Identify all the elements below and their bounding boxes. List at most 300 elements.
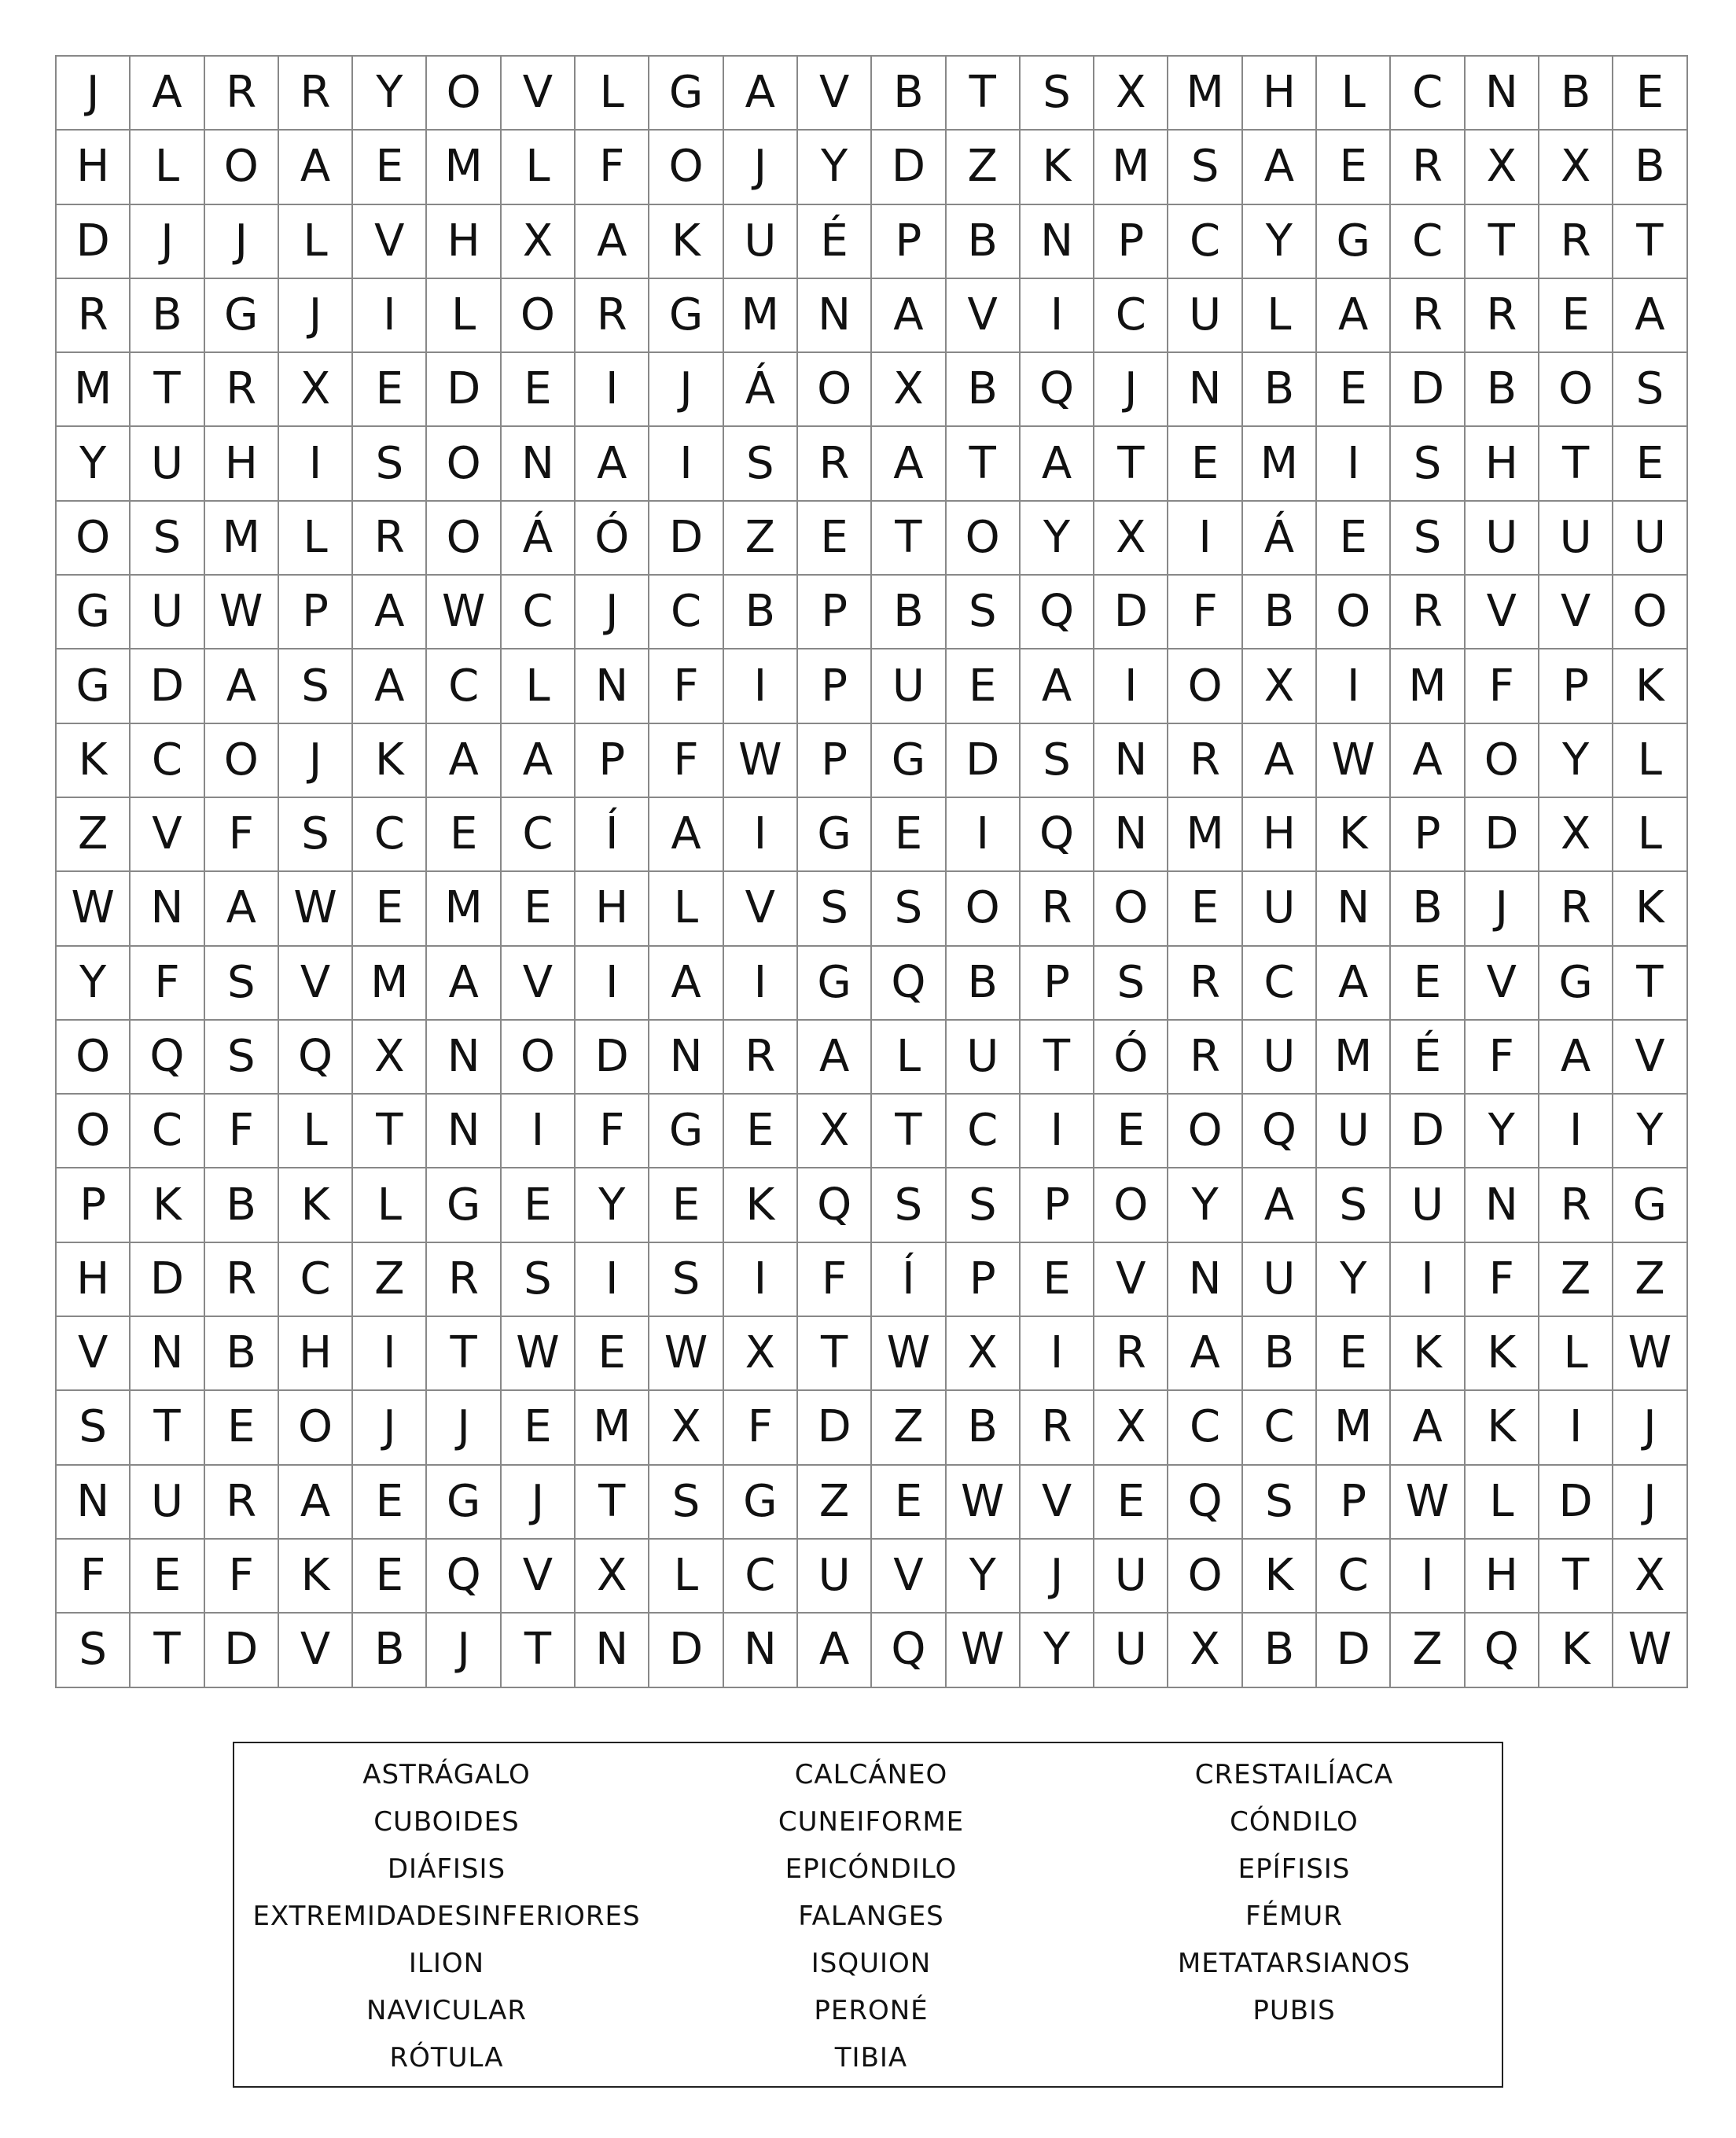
grid-cell[interactable]: T bbox=[502, 1614, 576, 1687]
grid-cell[interactable]: E bbox=[353, 1540, 427, 1614]
grid-cell[interactable]: Q bbox=[872, 947, 946, 1021]
grid-cell[interactable]: O bbox=[1094, 1168, 1168, 1242]
grid-cell[interactable]: G bbox=[649, 1095, 723, 1168]
grid-cell[interactable]: E bbox=[1317, 353, 1391, 427]
grid-cell[interactable]: Y bbox=[1613, 1095, 1687, 1168]
grid-cell[interactable]: W bbox=[1317, 724, 1391, 798]
grid-cell[interactable]: F bbox=[798, 1243, 872, 1317]
grid-cell[interactable]: A bbox=[798, 1614, 872, 1687]
grid-cell[interactable]: A bbox=[798, 1021, 872, 1095]
grid-cell[interactable]: Y bbox=[1021, 1614, 1094, 1687]
grid-cell[interactable]: N bbox=[131, 872, 204, 946]
grid-cell[interactable]: S bbox=[1243, 1466, 1317, 1540]
grid-cell[interactable]: E bbox=[1539, 279, 1613, 353]
grid-cell[interactable]: X bbox=[502, 205, 576, 279]
grid-cell[interactable]: A bbox=[1243, 724, 1317, 798]
grid-cell[interactable]: I bbox=[1168, 502, 1242, 576]
grid-cell[interactable]: K bbox=[1021, 131, 1094, 204]
grid-cell[interactable]: C bbox=[1168, 1391, 1242, 1465]
grid-cell[interactable]: X bbox=[1168, 1614, 1242, 1687]
grid-cell[interactable]: X bbox=[872, 353, 946, 427]
grid-cell[interactable]: E bbox=[1094, 1095, 1168, 1168]
grid-cell[interactable]: T bbox=[427, 1317, 501, 1391]
grid-cell[interactable]: V bbox=[502, 947, 576, 1021]
grid-cell[interactable]: B bbox=[872, 576, 946, 649]
grid-cell[interactable]: R bbox=[1094, 1317, 1168, 1391]
grid-cell[interactable]: A bbox=[649, 798, 723, 872]
grid-cell[interactable]: B bbox=[1243, 353, 1317, 427]
grid-cell[interactable]: V bbox=[57, 1317, 131, 1391]
grid-cell[interactable]: X bbox=[798, 1095, 872, 1168]
grid-cell[interactable]: Í bbox=[872, 1243, 946, 1317]
grid-cell[interactable]: J bbox=[1613, 1466, 1687, 1540]
grid-cell[interactable]: B bbox=[353, 1614, 427, 1687]
grid-cell[interactable]: I bbox=[1021, 1317, 1094, 1391]
grid-cell[interactable]: O bbox=[798, 353, 872, 427]
grid-cell[interactable]: N bbox=[427, 1095, 501, 1168]
grid-cell[interactable]: A bbox=[872, 279, 946, 353]
grid-cell[interactable]: D bbox=[131, 1243, 204, 1317]
grid-cell[interactable]: Y bbox=[798, 131, 872, 204]
grid-cell[interactable]: R bbox=[724, 1021, 798, 1095]
grid-cell[interactable]: R bbox=[57, 279, 131, 353]
grid-cell[interactable]: M bbox=[1168, 798, 1242, 872]
grid-cell[interactable]: S bbox=[205, 1021, 279, 1095]
grid-cell[interactable]: R bbox=[1466, 279, 1539, 353]
grid-cell[interactable]: A bbox=[1021, 427, 1094, 501]
grid-cell[interactable]: Y bbox=[1317, 1243, 1391, 1317]
grid-cell[interactable]: S bbox=[279, 649, 353, 723]
grid-cell[interactable]: N bbox=[502, 427, 576, 501]
grid-cell[interactable]: Q bbox=[798, 1168, 872, 1242]
grid-cell[interactable]: W bbox=[1391, 1466, 1465, 1540]
grid-cell[interactable]: A bbox=[649, 947, 723, 1021]
grid-cell[interactable]: S bbox=[1168, 131, 1242, 204]
grid-cell[interactable]: Ó bbox=[576, 502, 649, 576]
grid-cell[interactable]: U bbox=[1613, 502, 1687, 576]
grid-cell[interactable]: I bbox=[724, 1243, 798, 1317]
grid-cell[interactable]: N bbox=[724, 1614, 798, 1687]
grid-cell[interactable]: E bbox=[502, 1168, 576, 1242]
grid-cell[interactable]: G bbox=[798, 798, 872, 872]
grid-cell[interactable]: V bbox=[798, 57, 872, 131]
grid-cell[interactable]: N bbox=[576, 649, 649, 723]
grid-cell[interactable]: L bbox=[279, 502, 353, 576]
grid-cell[interactable]: Q bbox=[1466, 1614, 1539, 1687]
grid-cell[interactable]: W bbox=[947, 1466, 1021, 1540]
grid-cell[interactable]: I bbox=[724, 947, 798, 1021]
grid-cell[interactable]: M bbox=[1243, 427, 1317, 501]
grid-cell[interactable]: F bbox=[1168, 576, 1242, 649]
grid-cell[interactable]: Q bbox=[1021, 576, 1094, 649]
grid-cell[interactable]: A bbox=[205, 649, 279, 723]
grid-cell[interactable]: L bbox=[279, 1095, 353, 1168]
grid-cell[interactable]: I bbox=[724, 649, 798, 723]
grid-cell[interactable]: T bbox=[1539, 427, 1613, 501]
grid-cell[interactable]: D bbox=[947, 724, 1021, 798]
grid-cell[interactable]: V bbox=[502, 1540, 576, 1614]
grid-cell[interactable]: L bbox=[1613, 798, 1687, 872]
grid-cell[interactable]: N bbox=[1466, 1168, 1539, 1242]
grid-cell[interactable]: A bbox=[576, 427, 649, 501]
grid-cell[interactable]: B bbox=[1539, 57, 1613, 131]
grid-cell[interactable]: K bbox=[1466, 1317, 1539, 1391]
grid-cell[interactable]: C bbox=[1094, 279, 1168, 353]
grid-cell[interactable]: T bbox=[1094, 427, 1168, 501]
grid-cell[interactable]: O bbox=[57, 1021, 131, 1095]
grid-cell[interactable]: B bbox=[724, 576, 798, 649]
grid-cell[interactable]: I bbox=[502, 1095, 576, 1168]
grid-cell[interactable]: F bbox=[205, 1095, 279, 1168]
grid-cell[interactable]: X bbox=[1466, 131, 1539, 204]
grid-cell[interactable]: T bbox=[947, 427, 1021, 501]
grid-cell[interactable]: C bbox=[1391, 57, 1465, 131]
grid-cell[interactable]: C bbox=[131, 1095, 204, 1168]
grid-cell[interactable]: I bbox=[1391, 1540, 1465, 1614]
grid-cell[interactable]: R bbox=[1539, 872, 1613, 946]
grid-cell[interactable]: G bbox=[427, 1466, 501, 1540]
grid-cell[interactable]: R bbox=[205, 1466, 279, 1540]
grid-cell[interactable]: F bbox=[57, 1540, 131, 1614]
grid-cell[interactable]: C bbox=[1391, 205, 1465, 279]
grid-cell[interactable]: R bbox=[1168, 724, 1242, 798]
grid-cell[interactable]: A bbox=[724, 57, 798, 131]
grid-cell[interactable]: P bbox=[279, 576, 353, 649]
grid-cell[interactable]: S bbox=[1391, 502, 1465, 576]
grid-cell[interactable]: A bbox=[1613, 279, 1687, 353]
grid-cell[interactable]: S bbox=[947, 1168, 1021, 1242]
grid-cell[interactable]: Á bbox=[502, 502, 576, 576]
grid-cell[interactable]: V bbox=[353, 205, 427, 279]
grid-cell[interactable]: O bbox=[1094, 872, 1168, 946]
grid-cell[interactable]: I bbox=[353, 279, 427, 353]
grid-cell[interactable]: D bbox=[1466, 798, 1539, 872]
grid-cell[interactable]: K bbox=[279, 1540, 353, 1614]
grid-cell[interactable]: F bbox=[576, 131, 649, 204]
grid-cell[interactable]: L bbox=[872, 1021, 946, 1095]
grid-cell[interactable]: R bbox=[205, 353, 279, 427]
grid-cell[interactable]: K bbox=[279, 1168, 353, 1242]
grid-cell[interactable]: Q bbox=[1021, 798, 1094, 872]
grid-cell[interactable]: E bbox=[502, 353, 576, 427]
grid-cell[interactable]: A bbox=[279, 1466, 353, 1540]
grid-cell[interactable]: J bbox=[279, 279, 353, 353]
grid-cell[interactable]: C bbox=[279, 1243, 353, 1317]
grid-cell[interactable]: O bbox=[57, 502, 131, 576]
grid-cell[interactable]: K bbox=[649, 205, 723, 279]
grid-cell[interactable]: U bbox=[872, 649, 946, 723]
grid-cell[interactable]: S bbox=[353, 427, 427, 501]
grid-cell[interactable]: U bbox=[1466, 502, 1539, 576]
grid-cell[interactable]: M bbox=[353, 947, 427, 1021]
grid-cell[interactable]: G bbox=[649, 57, 723, 131]
grid-cell[interactable]: E bbox=[353, 1466, 427, 1540]
grid-cell[interactable]: Z bbox=[872, 1391, 946, 1465]
grid-cell[interactable]: X bbox=[1243, 649, 1317, 723]
grid-cell[interactable]: O bbox=[1168, 1540, 1242, 1614]
grid-cell[interactable]: D bbox=[1539, 1466, 1613, 1540]
grid-cell[interactable]: O bbox=[947, 502, 1021, 576]
grid-cell[interactable]: Z bbox=[57, 798, 131, 872]
grid-cell[interactable]: I bbox=[1094, 649, 1168, 723]
grid-cell[interactable]: V bbox=[131, 798, 204, 872]
grid-cell[interactable]: B bbox=[947, 353, 1021, 427]
grid-cell[interactable]: H bbox=[1243, 57, 1317, 131]
grid-cell[interactable]: Q bbox=[131, 1021, 204, 1095]
grid-cell[interactable]: N bbox=[1466, 57, 1539, 131]
grid-cell[interactable]: B bbox=[131, 279, 204, 353]
grid-cell[interactable]: W bbox=[947, 1614, 1021, 1687]
grid-cell[interactable]: J bbox=[131, 205, 204, 279]
grid-cell[interactable]: S bbox=[131, 502, 204, 576]
grid-cell[interactable]: X bbox=[353, 1021, 427, 1095]
grid-cell[interactable]: A bbox=[1243, 1168, 1317, 1242]
grid-cell[interactable]: E bbox=[1391, 947, 1465, 1021]
grid-cell[interactable]: S bbox=[1391, 427, 1465, 501]
grid-cell[interactable]: U bbox=[1243, 872, 1317, 946]
grid-cell[interactable]: O bbox=[205, 724, 279, 798]
grid-cell[interactable]: S bbox=[649, 1466, 723, 1540]
grid-cell[interactable]: E bbox=[1168, 872, 1242, 946]
grid-cell[interactable]: F bbox=[1466, 1021, 1539, 1095]
grid-cell[interactable]: U bbox=[1317, 1095, 1391, 1168]
grid-cell[interactable]: S bbox=[1613, 353, 1687, 427]
grid-cell[interactable]: I bbox=[1539, 1391, 1613, 1465]
grid-cell[interactable]: P bbox=[1094, 205, 1168, 279]
grid-cell[interactable]: S bbox=[798, 872, 872, 946]
grid-cell[interactable]: H bbox=[576, 872, 649, 946]
grid-cell[interactable]: F bbox=[1466, 1243, 1539, 1317]
grid-cell[interactable]: O bbox=[205, 131, 279, 204]
grid-cell[interactable]: D bbox=[872, 131, 946, 204]
grid-cell[interactable]: R bbox=[1168, 947, 1242, 1021]
grid-cell[interactable]: P bbox=[576, 724, 649, 798]
grid-cell[interactable]: J bbox=[427, 1614, 501, 1687]
grid-cell[interactable]: X bbox=[1094, 57, 1168, 131]
grid-cell[interactable]: M bbox=[57, 353, 131, 427]
grid-cell[interactable]: A bbox=[1168, 1317, 1242, 1391]
grid-cell[interactable]: B bbox=[1391, 872, 1465, 946]
grid-cell[interactable]: M bbox=[1168, 57, 1242, 131]
grid-cell[interactable]: U bbox=[1243, 1243, 1317, 1317]
grid-cell[interactable]: C bbox=[947, 1095, 1021, 1168]
grid-cell[interactable]: F bbox=[576, 1095, 649, 1168]
grid-cell[interactable]: P bbox=[798, 649, 872, 723]
grid-cell[interactable]: E bbox=[353, 131, 427, 204]
grid-cell[interactable]: N bbox=[131, 1317, 204, 1391]
grid-cell[interactable]: O bbox=[947, 872, 1021, 946]
grid-cell[interactable]: P bbox=[1021, 947, 1094, 1021]
grid-cell[interactable]: X bbox=[1094, 502, 1168, 576]
grid-cell[interactable]: T bbox=[131, 353, 204, 427]
grid-cell[interactable]: V bbox=[1021, 1466, 1094, 1540]
grid-cell[interactable]: T bbox=[872, 502, 946, 576]
grid-cell[interactable]: S bbox=[57, 1614, 131, 1687]
grid-cell[interactable]: U bbox=[724, 205, 798, 279]
grid-cell[interactable]: D bbox=[649, 502, 723, 576]
grid-cell[interactable]: C bbox=[131, 724, 204, 798]
grid-cell[interactable]: X bbox=[1094, 1391, 1168, 1465]
grid-cell[interactable]: G bbox=[427, 1168, 501, 1242]
grid-cell[interactable]: B bbox=[205, 1317, 279, 1391]
grid-cell[interactable]: H bbox=[57, 131, 131, 204]
grid-cell[interactable]: O bbox=[279, 1391, 353, 1465]
grid-cell[interactable]: O bbox=[1317, 576, 1391, 649]
grid-cell[interactable]: Z bbox=[724, 502, 798, 576]
grid-cell[interactable]: O bbox=[1539, 353, 1613, 427]
grid-cell[interactable]: U bbox=[947, 1021, 1021, 1095]
grid-cell[interactable]: I bbox=[724, 798, 798, 872]
grid-cell[interactable]: S bbox=[872, 1168, 946, 1242]
grid-cell[interactable]: W bbox=[649, 1317, 723, 1391]
grid-cell[interactable]: P bbox=[1391, 798, 1465, 872]
grid-cell[interactable]: M bbox=[1317, 1391, 1391, 1465]
grid-cell[interactable]: B bbox=[872, 57, 946, 131]
grid-cell[interactable]: O bbox=[427, 57, 501, 131]
grid-cell[interactable]: C bbox=[353, 798, 427, 872]
grid-cell[interactable]: C bbox=[649, 576, 723, 649]
grid-cell[interactable]: U bbox=[1168, 279, 1242, 353]
grid-cell[interactable]: A bbox=[427, 724, 501, 798]
grid-cell[interactable]: D bbox=[1094, 576, 1168, 649]
grid-cell[interactable]: I bbox=[1317, 427, 1391, 501]
grid-cell[interactable]: G bbox=[724, 1466, 798, 1540]
grid-cell[interactable]: J bbox=[353, 1391, 427, 1465]
grid-cell[interactable]: K bbox=[1613, 649, 1687, 723]
grid-cell[interactable]: V bbox=[279, 947, 353, 1021]
grid-cell[interactable]: I bbox=[353, 1317, 427, 1391]
grid-cell[interactable]: W bbox=[57, 872, 131, 946]
grid-cell[interactable]: L bbox=[279, 205, 353, 279]
grid-cell[interactable]: A bbox=[1391, 1391, 1465, 1465]
grid-cell[interactable]: X bbox=[1539, 131, 1613, 204]
grid-cell[interactable]: C bbox=[1243, 1391, 1317, 1465]
grid-cell[interactable]: F bbox=[649, 724, 723, 798]
grid-cell[interactable]: E bbox=[353, 872, 427, 946]
grid-cell[interactable]: X bbox=[947, 1317, 1021, 1391]
grid-cell[interactable]: V bbox=[502, 57, 576, 131]
grid-cell[interactable]: N bbox=[1317, 872, 1391, 946]
grid-cell[interactable]: E bbox=[131, 1540, 204, 1614]
grid-cell[interactable]: Y bbox=[57, 947, 131, 1021]
grid-cell[interactable]: G bbox=[1613, 1168, 1687, 1242]
grid-cell[interactable]: N bbox=[649, 1021, 723, 1095]
grid-cell[interactable]: Á bbox=[724, 353, 798, 427]
grid-cell[interactable]: E bbox=[1613, 57, 1687, 131]
grid-cell[interactable]: F bbox=[205, 798, 279, 872]
grid-cell[interactable]: X bbox=[649, 1391, 723, 1465]
grid-cell[interactable]: B bbox=[1466, 353, 1539, 427]
grid-cell[interactable]: R bbox=[798, 427, 872, 501]
grid-cell[interactable]: U bbox=[131, 1466, 204, 1540]
grid-cell[interactable]: L bbox=[353, 1168, 427, 1242]
grid-cell[interactable]: P bbox=[872, 205, 946, 279]
grid-cell[interactable]: D bbox=[427, 353, 501, 427]
grid-cell[interactable]: Y bbox=[576, 1168, 649, 1242]
grid-cell[interactable]: M bbox=[1391, 649, 1465, 723]
grid-cell[interactable]: I bbox=[649, 427, 723, 501]
grid-cell[interactable]: J bbox=[279, 724, 353, 798]
grid-cell[interactable]: T bbox=[576, 1466, 649, 1540]
grid-cell[interactable]: D bbox=[131, 649, 204, 723]
grid-cell[interactable]: W bbox=[1613, 1317, 1687, 1391]
grid-cell[interactable]: A bbox=[1021, 649, 1094, 723]
grid-cell[interactable]: D bbox=[576, 1021, 649, 1095]
grid-cell[interactable]: W bbox=[279, 872, 353, 946]
grid-cell[interactable]: J bbox=[1094, 353, 1168, 427]
grid-cell[interactable]: J bbox=[724, 131, 798, 204]
grid-cell[interactable]: T bbox=[353, 1095, 427, 1168]
grid-cell[interactable]: Q bbox=[427, 1540, 501, 1614]
grid-cell[interactable]: U bbox=[798, 1540, 872, 1614]
grid-cell[interactable]: W bbox=[205, 576, 279, 649]
grid-cell[interactable]: N bbox=[576, 1614, 649, 1687]
grid-cell[interactable]: N bbox=[1094, 724, 1168, 798]
grid-cell[interactable]: L bbox=[427, 279, 501, 353]
grid-cell[interactable]: É bbox=[798, 205, 872, 279]
grid-cell[interactable]: E bbox=[353, 353, 427, 427]
grid-cell[interactable]: T bbox=[1539, 1540, 1613, 1614]
grid-cell[interactable]: C bbox=[724, 1540, 798, 1614]
grid-cell[interactable]: W bbox=[1613, 1614, 1687, 1687]
grid-cell[interactable]: E bbox=[649, 1168, 723, 1242]
grid-cell[interactable]: I bbox=[576, 1243, 649, 1317]
grid-cell[interactable]: N bbox=[798, 279, 872, 353]
grid-cell[interactable]: J bbox=[57, 57, 131, 131]
grid-cell[interactable]: E bbox=[427, 798, 501, 872]
grid-cell[interactable]: G bbox=[798, 947, 872, 1021]
grid-cell[interactable]: H bbox=[1243, 798, 1317, 872]
grid-cell[interactable]: U bbox=[1094, 1540, 1168, 1614]
grid-cell[interactable]: J bbox=[649, 353, 723, 427]
grid-cell[interactable]: O bbox=[1466, 724, 1539, 798]
grid-cell[interactable]: V bbox=[724, 872, 798, 946]
grid-cell[interactable]: T bbox=[1613, 205, 1687, 279]
grid-cell[interactable]: X bbox=[576, 1540, 649, 1614]
grid-cell[interactable]: E bbox=[502, 872, 576, 946]
grid-cell[interactable]: W bbox=[872, 1317, 946, 1391]
grid-cell[interactable]: S bbox=[1317, 1168, 1391, 1242]
grid-cell[interactable]: O bbox=[427, 427, 501, 501]
grid-cell[interactable]: L bbox=[1539, 1317, 1613, 1391]
grid-cell[interactable]: R bbox=[279, 57, 353, 131]
grid-cell[interactable]: U bbox=[1243, 1021, 1317, 1095]
grid-cell[interactable]: G bbox=[1317, 205, 1391, 279]
grid-cell[interactable]: L bbox=[1466, 1466, 1539, 1540]
grid-cell[interactable]: H bbox=[205, 427, 279, 501]
grid-cell[interactable]: T bbox=[947, 57, 1021, 131]
grid-cell[interactable]: D bbox=[649, 1614, 723, 1687]
grid-cell[interactable]: S bbox=[279, 798, 353, 872]
grid-cell[interactable]: P bbox=[798, 576, 872, 649]
grid-cell[interactable]: J bbox=[1021, 1540, 1094, 1614]
grid-cell[interactable]: V bbox=[1613, 1021, 1687, 1095]
grid-cell[interactable]: S bbox=[57, 1391, 131, 1465]
grid-cell[interactable]: E bbox=[1317, 1317, 1391, 1391]
grid-cell[interactable]: K bbox=[724, 1168, 798, 1242]
grid-cell[interactable]: E bbox=[205, 1391, 279, 1465]
grid-cell[interactable]: M bbox=[1094, 131, 1168, 204]
grid-cell[interactable]: B bbox=[1243, 576, 1317, 649]
grid-cell[interactable]: X bbox=[1613, 1540, 1687, 1614]
grid-cell[interactable]: T bbox=[131, 1614, 204, 1687]
grid-cell[interactable]: Y bbox=[1466, 1095, 1539, 1168]
grid-cell[interactable]: Z bbox=[1391, 1614, 1465, 1687]
grid-cell[interactable]: P bbox=[1317, 1466, 1391, 1540]
grid-cell[interactable]: V bbox=[872, 1540, 946, 1614]
grid-cell[interactable]: I bbox=[1021, 279, 1094, 353]
grid-cell[interactable]: Z bbox=[947, 131, 1021, 204]
